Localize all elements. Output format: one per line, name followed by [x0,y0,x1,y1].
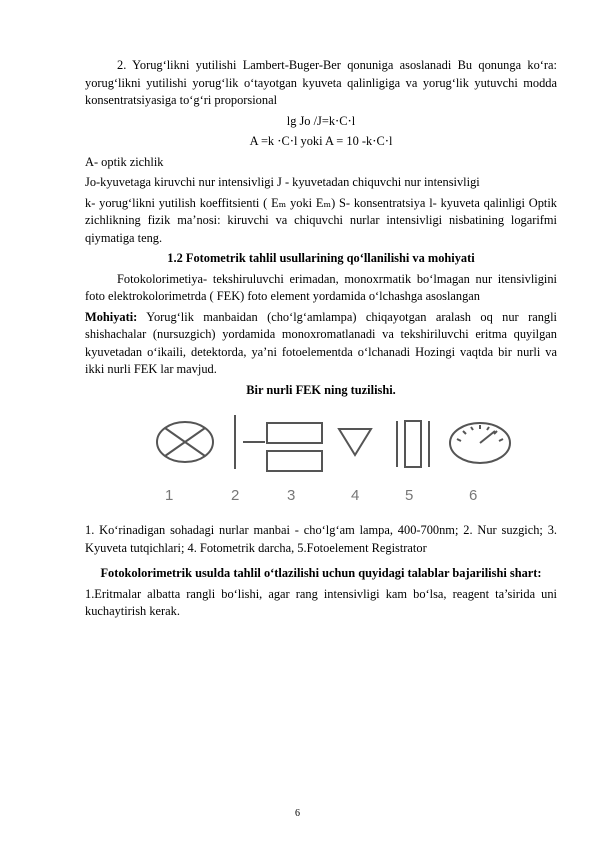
fek-diagram [85,407,557,512]
section-heading-1-2: 1.2 Fotometrik tahlil usullarining qo‘llanilishi va mohiyati [167,251,475,265]
mohiyati-label: Mohiyati: [85,309,138,324]
mohiyati-text: Yorug‘lik manbaidan (cho‘lg‘amlampa) chiqayotgan aralash oq nur rangli shishachalar (nursuzgich) yordamida monoxromatlanadi va tekshiriluvchi eritma quyilgan kyuvetadan o‘ikaili, detektorda, ya’ni fotoelementda o‘lchanadi Hozingi vaqtda bir nurli va ikki nurli FEK lar mavjud. [85,309,557,376]
document-page [85,57,557,621]
diagram-number-4: 4 [351,487,360,504]
paragraph-mohiyati [85,309,557,379]
page-number: 6 [295,808,300,819]
paragraph-fotokolorimetriya: Fotokolorimetiya- tekshiruluvchi erimadan, monoxrmatik bo‘lmagan nur itensivligini foto elektrokolorimetrda ( FEK) foto element yordamida o‘lchashga asoslangan [85,271,557,303]
diagram-title: Bir nurli FEK ning tuzilishi. [246,382,396,397]
diagram-legend: 1. Ko‘rinadigan sohadagi nurlar manbai - cho‘lg‘am lampa, 400-700nm; 2. Nur suzgich; 3. Kyuveta tutqichlari; 4. Fotometrik darcha, 5.Fotoelement Registrator [85,523,557,555]
registrator-icon [450,423,510,463]
definition-jo: Jo-kyuvetaga kiruvchi nur intensivligi J - kyuvetadan chiquvchi nur intensivligi [85,175,480,189]
formula-absorbance: A =k ⋅C⋅l yoki A = 10 -k⋅C⋅l [249,134,393,148]
diagram-number-1: 1 [165,487,174,504]
diagram-number-2: 2 [231,487,240,504]
definition-k: k- yorug‘likni yutilish koeffitsienti ( Eₘ yoki Eₘ) S- konsentratsiya l- kyuveta qalinligi Optik zichlikning fizik ma’nosi: kiruvchi va chiquvchi nurlar intensivligi nisbatining logarifmi qiymatiga teng. [85,195,557,245]
diagram-number-3: 3 [287,487,296,504]
requirement-1: 1.Eritmalar albatta rangli bo‘lishi, agar rang intensivligi kam bo‘lsa, reagent ta’sirida uni kuchaytirish kerak. [85,586,557,618]
diagram-number-5: 5 [405,487,414,504]
paragraph-lambert-law: 2. Yorug‘likni yutilishi Lambert-Buger-Ber qonuniga asoslanadi Bu qonunga ko‘ra: yorug‘likni yutilishi yorug‘lik o‘tayotgan kyuveta qalinligiga va yorug‘lik yutuvchi modda konsentratsiyasiga to‘g‘ri proporsional [85,58,557,107]
photometric-window-icon [339,429,371,455]
photoelement-icon [397,421,429,467]
formula-log: lg Jo /J=k⋅C⋅l [286,113,356,128]
fek-schematic [85,407,557,512]
cuvette-holder-icon [267,423,322,471]
definition-a: A- optik zichlik [85,154,164,169]
diagram-number-6: 6 [469,487,478,504]
requirements-heading: Fotokolorimetrik usulda tahlil o‘tlazilishi uchun quyidagi talablar bajarilishi shart: [100,566,542,580]
lamp-icon [157,422,213,462]
filter-icon [235,415,265,469]
